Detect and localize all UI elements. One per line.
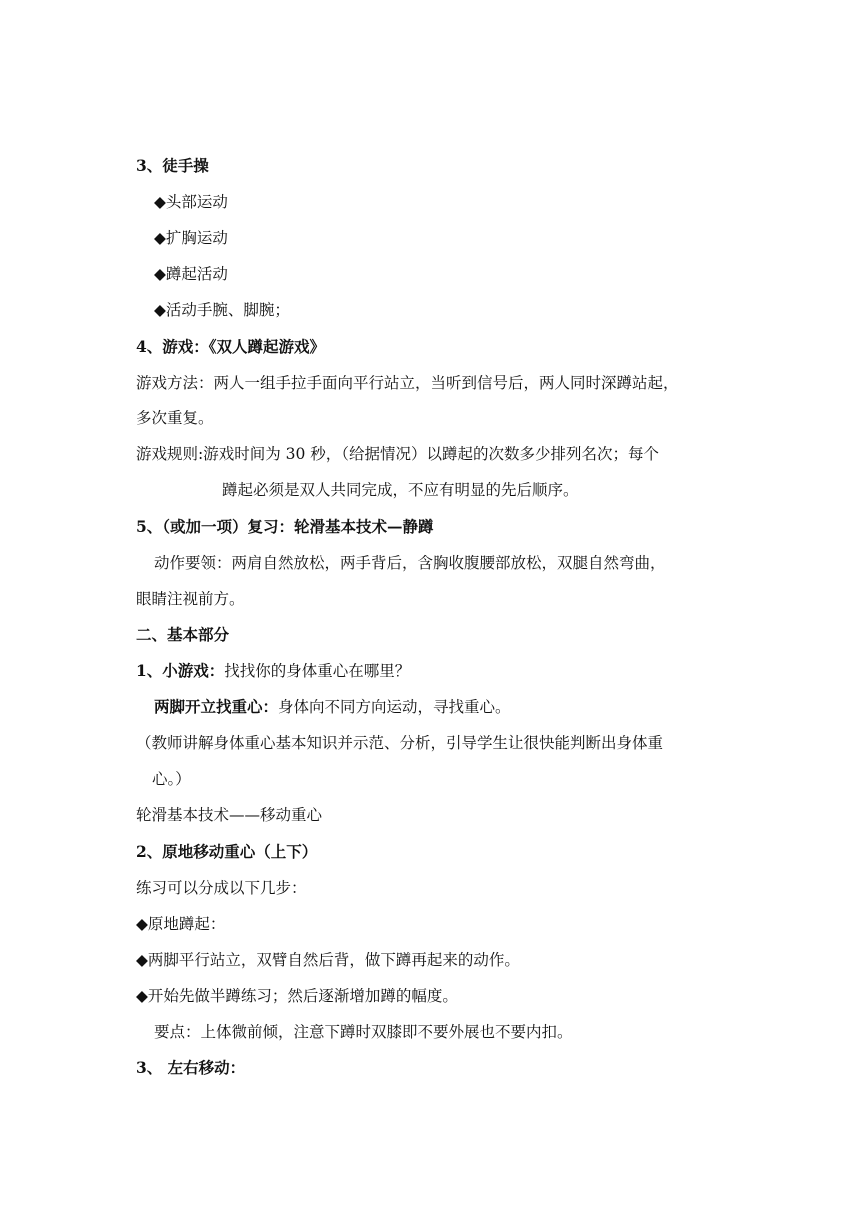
teacher-note-line-1: （教师讲解身体重心基本知识并示范、分析，引导学生让很快能判断出身体重 [136,734,664,752]
key-points-line-1: 动作要领：两肩自然放松，两手背后，含胸收腹腰部放松，双腿自然弯曲， [154,554,666,572]
heading-5-review: 5、（或加一项）复习：轮滑基本技术—静蹲 [136,517,434,536]
game-rules-line-2: 蹲起必须是双人共同完成，不应有明显的先后顺序。 [222,481,579,499]
bullet-wrist-ankle: ◆活动手腕、脚腕； [154,301,290,319]
feet-apart-line [154,697,511,717]
bullet-head-exercise: ◆头部运动 [154,193,228,211]
bullet-parallel-stance: ◆两脚平行站立，双臂自然后背，做下蹲再起来的动作。 [136,951,520,969]
mini-game-label: 1、小游戏： [136,661,225,680]
bullet-half-squat: ◆开始先做半蹲练习；然后逐渐增加蹲的幅度。 [136,987,458,1005]
practice-steps-line: 练习可以分成以下几步： [136,879,307,897]
heading-2-in-place: 2、原地移动重心（上下） [136,842,318,861]
heading-basic-part: 二、基本部分 [136,625,230,644]
game-method-line-1: 游戏方法：两人一组手拉手面向平行站立，当听到信号后，两人同时深蹲站起， [136,374,679,392]
points-line: 要点：上体微前倾，注意下蹲时双膝即不要外展也不要内扣。 [154,1023,573,1041]
heading-3-freehand-exercise: 3、徒手操 [136,156,209,175]
mini-game-line [136,661,410,681]
bullet-chest-expansion: ◆扩胸运动 [154,229,228,247]
heading-4-game: 4、游戏：《双人蹲起游戏》 [136,337,326,356]
mini-game-text: 找找你的身体重心在哪里？ [224,662,411,680]
teacher-note-line-2: 心。） [152,770,191,788]
skating-technique-line: 轮滑基本技术——移动重心 [136,806,323,824]
bullet-squat-activity: ◆蹲起活动 [154,265,228,283]
heading-3-left-right: 3、 左右移动： [136,1058,246,1077]
game-method-line-2: 多次重复。 [136,409,214,427]
game-rules-line-1: 游戏规则:游戏时间为 30 秒，（给据情况）以蹲起的次数多少排列名次；每个 [136,445,660,463]
bullet-squat-in-place: ◆原地蹲起： [136,915,226,933]
feet-apart-text: 身体向不同方向运动，寻找重心。 [278,698,511,716]
feet-apart-label: 两脚开立找重心： [154,697,279,716]
key-points-line-2: 眼睛注视前方。 [136,590,245,608]
